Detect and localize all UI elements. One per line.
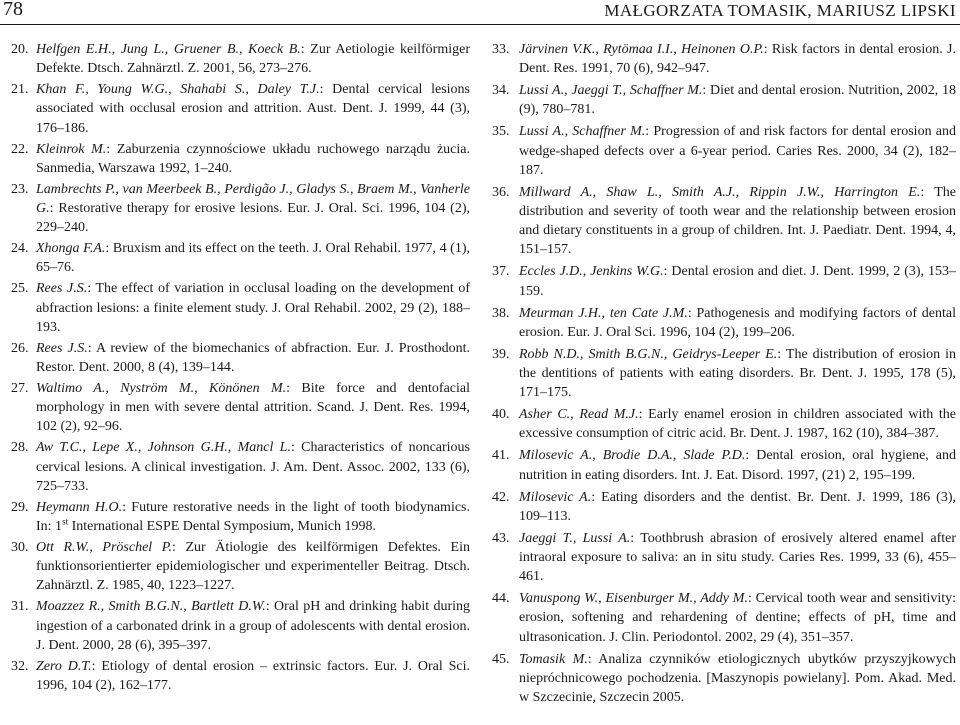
reference-item: [492, 446, 956, 484]
reference-item: [11, 438, 470, 496]
reference-text: : A review of the biomechanics of abfraction. Eur. J. Prosthodont. Restor. Dent. 2000, 8 (4), 139–144.: [36, 340, 470, 376]
reference-text: : Pathogenesis and modifying factors of dental erosion. Eur. J. Oral Sci. 1996, 104 (2), 199–206.: [519, 305, 956, 340]
reference-authors: Jaeggi T., Lussi A.: [519, 530, 631, 546]
reference-authors: Millward A., Shaw L., Smith A.J., Rippin J.W., Harrington E.: [519, 184, 921, 200]
reference-number: 27.: [11, 381, 29, 397]
reference-number: 21.: [11, 82, 29, 98]
reference-item: [11, 239, 470, 277]
reference-number: 33.: [492, 42, 510, 57]
reference-authors: Milosevic A., Brodie D.A., Slade P.D.: [519, 448, 746, 464]
reference-text: : Risk factors in dental erosion. J. Dent. Res. 1991, 70 (6), 942–947.: [519, 42, 956, 77]
reference-text: : Diet and dental erosion. Nutrition, 2002, 18 (9), 780–781.: [519, 83, 956, 118]
reference-authors: Waltimo A., Nyström M., Könönen M.: [36, 381, 287, 397]
reference-authors: Eccles J.D., Jenkins W.G.: [519, 264, 664, 280]
references-left-column: [11, 40, 470, 697]
reference-authors: Rees J.S.: [36, 340, 88, 356]
reference-number: 44.: [492, 591, 510, 607]
page-header: [0, 0, 960, 25]
reference-text: : The effect of variation in occlusal loading on the development of abfraction lesions: a finite element study. J. Oral Rehabil. 2002, 29 (2), 188–193.: [36, 281, 470, 335]
reference-item: [492, 304, 956, 342]
reference-text: : Oral pH and drinking habit during ingestion of a carbonated drink in a group of adolescents with dental erosion. J. Dent. 2000, 28 (6), 395–397.: [36, 599, 471, 653]
reference-text: : Analiza czynników etiologicznych ubytków przyszyjkowych niepróchnicowego pochodzenia. [Maszynopis powielany]. Pom. Akad. Med. w Szczecinie, Szczecin 2005.: [519, 651, 956, 706]
reference-item: [492, 262, 956, 300]
reference-number: 28.: [11, 440, 29, 456]
reference-authors: Ott R.W., Pröschel P.: [36, 540, 172, 556]
reference-number: 23.: [11, 181, 29, 197]
reference-authors: Robb N.D., Smith B.G.N., Geidrys-Leeper E.: [519, 346, 778, 362]
reference-text: : Zur Ätiologie des keilförmigen Defektes. Ein funktionsorientierter epidemiologischer und experimenteller Beitrag. Dtsch. Zahnärztl. Z. 1985, 40, 1223–1227.: [36, 540, 470, 594]
reference-number: 37.: [492, 264, 510, 280]
reference-authors: Khan F., Young W.G., Shahabi S., Daley T.J.: [36, 82, 320, 98]
reference-text: : Bite force and dentofacial morphology in men with severe dental attrition. Scand. J. Dent. Res. 1994, 102 (2), 92–96.: [36, 381, 470, 435]
reference-number: 40.: [492, 407, 510, 423]
reference-authors: Heymann H.O.: [36, 499, 123, 515]
reference-number: 39.: [492, 346, 510, 362]
reference-item: [492, 488, 956, 526]
reference-text: : Zaburzenia czynnościowe układu ruchowego narządu żucia. Sanmedia, Warszawa 1992, 1–240.: [36, 141, 470, 176]
reference-number: 35.: [492, 124, 510, 140]
reference-item: [492, 345, 956, 403]
reference-text: : Dental erosion, oral hygiene, and nutrition in eating disorders. Int. J. Eat. Disord. 1997, (21) 2, 195–199.: [519, 448, 956, 483]
reference-number: 31.: [11, 599, 29, 615]
reference-item: [11, 538, 470, 596]
reference-number: 32.: [11, 658, 29, 674]
reference-authors: Tomasik M.: [519, 651, 588, 667]
reference-number: 41.: [492, 448, 510, 464]
reference-authors: Zero D.T.: [36, 658, 92, 674]
reference-text: : Progression of and risk factors for dental erosion and wedge-shaped defects over a 6-year period. Caries Res. 2000, 34 (2), 182–187.: [519, 124, 956, 178]
ordinal-superscript: st: [62, 516, 69, 527]
reference-authors: Rees J.S.: [36, 281, 88, 297]
reference-item: [492, 183, 956, 260]
reference-authors: Järvinen V.K., Rytömaa I.I., Heinonen O.P.: [519, 42, 764, 57]
reference-item: [11, 597, 470, 655]
reference-authors: Kleinrok M.: [36, 141, 107, 157]
reference-item: [492, 650, 956, 708]
reference-item: [11, 40, 470, 78]
reference-item: [492, 40, 956, 78]
reference-item: [492, 122, 956, 180]
reference-text: : Zur Aetiologie keilförmiger Defekte. Dtsch. Zahnärztl. Z. 2001, 56, 273–276.: [36, 42, 470, 77]
reference-item: [11, 279, 470, 337]
reference-number: 26.: [11, 340, 29, 356]
reference-authors: Milosevic A.: [519, 489, 592, 505]
reference-text: : Future restorative needs in the light of tooth biodynamics. In: 1: [36, 499, 470, 535]
reference-number: 25.: [11, 281, 29, 297]
reference-text: : Cervical tooth wear and sensitivity: erosion, softening and rehardening of dentine; effects of pH, time and ultrasonication. J. Clin. Periodontol. 2002, 29 (4), 351–357.: [519, 591, 956, 645]
references-right-column: [492, 40, 956, 710]
reference-item: [11, 80, 470, 138]
reference-text: : Toothbrush abrasion of erosively altered enamel after intraoral exposure to saliva: an in situ study. Caries Res. 1999, 33 (6), 455–461.: [519, 530, 957, 585]
reference-authors: Asher C., Read M.J.: [519, 407, 639, 423]
reference-number: 29.: [11, 499, 29, 515]
reference-text-continued: International ESPE Dental Symposium, Munich 1998.: [68, 519, 377, 535]
page-number: 78: [3, 0, 23, 20]
reference-text: : Dental cervical lesions associated with occlusal erosion and attrition. Aust. Dent. J. 1999, 44 (3), 176–186.: [36, 82, 470, 136]
reference-item: [11, 657, 470, 695]
reference-number: 38.: [492, 305, 510, 321]
reference-authors: Lussi A., Jaeggi T., Schaffner M.: [519, 83, 703, 99]
reference-authors: Moazzez R., Smith B.G.N., Bartlett D.W.: [36, 599, 266, 615]
reference-text: : Characteristics of noncarious cervical lesions. A clinical investigation. J. Am. Dent. Assoc. 2002, 133 (6), 725–733.: [36, 440, 470, 494]
reference-item: [11, 140, 470, 178]
reference-number: 36.: [492, 184, 510, 200]
reference-text: : Eating disorders and the dentist. Br. Dent. J. 1999, 186 (3), 109–113.: [519, 489, 956, 524]
reference-item: [492, 529, 956, 587]
running-head: MAŁGORZATA TOMASIK, MARIUSZ LIPSKI: [604, 1, 956, 20]
reference-authors: Lussi A., Schaffner M.: [519, 124, 646, 140]
reference-authors: Meurman J.H., ten Cate J.M.: [519, 305, 688, 321]
reference-text: : Restorative therapy for erosive lesions. Eur. J. Oral. Sci. 1996, 104 (2), 229–240.: [36, 201, 470, 236]
reference-text: : Early enamel erosion in children associated with the excessive consumption of citric acid. Br. Dent. J. 1987, 162 (10), 384–387.: [519, 407, 956, 442]
reference-authors: Vanuspong W., Eisenburger M., Addy M.: [519, 591, 748, 607]
reference-item: [11, 339, 470, 377]
reference-authors: Helfgen E.H., Jung L., Gruener B., Koeck B.: [36, 42, 301, 57]
reference-number: 22.: [11, 141, 29, 157]
reference-text: : The distribution of erosion in the dentitions of patients with eating disorders. Br. Dent. J. 1995, 178 (5), 171–175.: [519, 346, 956, 401]
reference-item: [492, 81, 956, 119]
reference-item: [492, 405, 956, 443]
reference-authors: Lambrechts P., van Meerbeek B., Perdigão J., Gladys S., Braem M., Vanherle G.: [36, 181, 470, 217]
reference-authors: Xhonga F.A.: [36, 241, 106, 257]
reference-number: 30.: [11, 540, 29, 556]
reference-text: : Dental erosion and diet. J. Dent. 1999, 2 (3), 153–159.: [519, 264, 956, 299]
reference-item: [11, 498, 470, 536]
reference-number: 45.: [492, 651, 510, 667]
reference-item: [11, 379, 470, 437]
reference-number: 20.: [11, 42, 29, 57]
reference-item: [492, 589, 956, 647]
reference-text: : Etiology of dental erosion – extrinsic factors. Eur. J. Oral Sci. 1996, 104 (2), 162–177.: [36, 658, 470, 694]
reference-number: 34.: [492, 83, 510, 99]
reference-text: : The distribution and severity of tooth wear and the relationship between erosion and dietary constituents in a group of children. Int. J. Paediatr. Dent. 1994, 4, 151–157.: [519, 184, 957, 258]
reference-item: [11, 180, 470, 238]
reference-number: 43.: [492, 530, 510, 546]
reference-number: 24.: [11, 241, 29, 257]
reference-number: 42.: [492, 489, 510, 505]
reference-text: : Bruxism and its effect on the teeth. J. Oral Rehabil. 1977, 4 (1), 65–76.: [36, 241, 470, 276]
reference-authors: Aw T.C., Lepe X., Johnson G.H., Mancl L.: [36, 440, 291, 456]
